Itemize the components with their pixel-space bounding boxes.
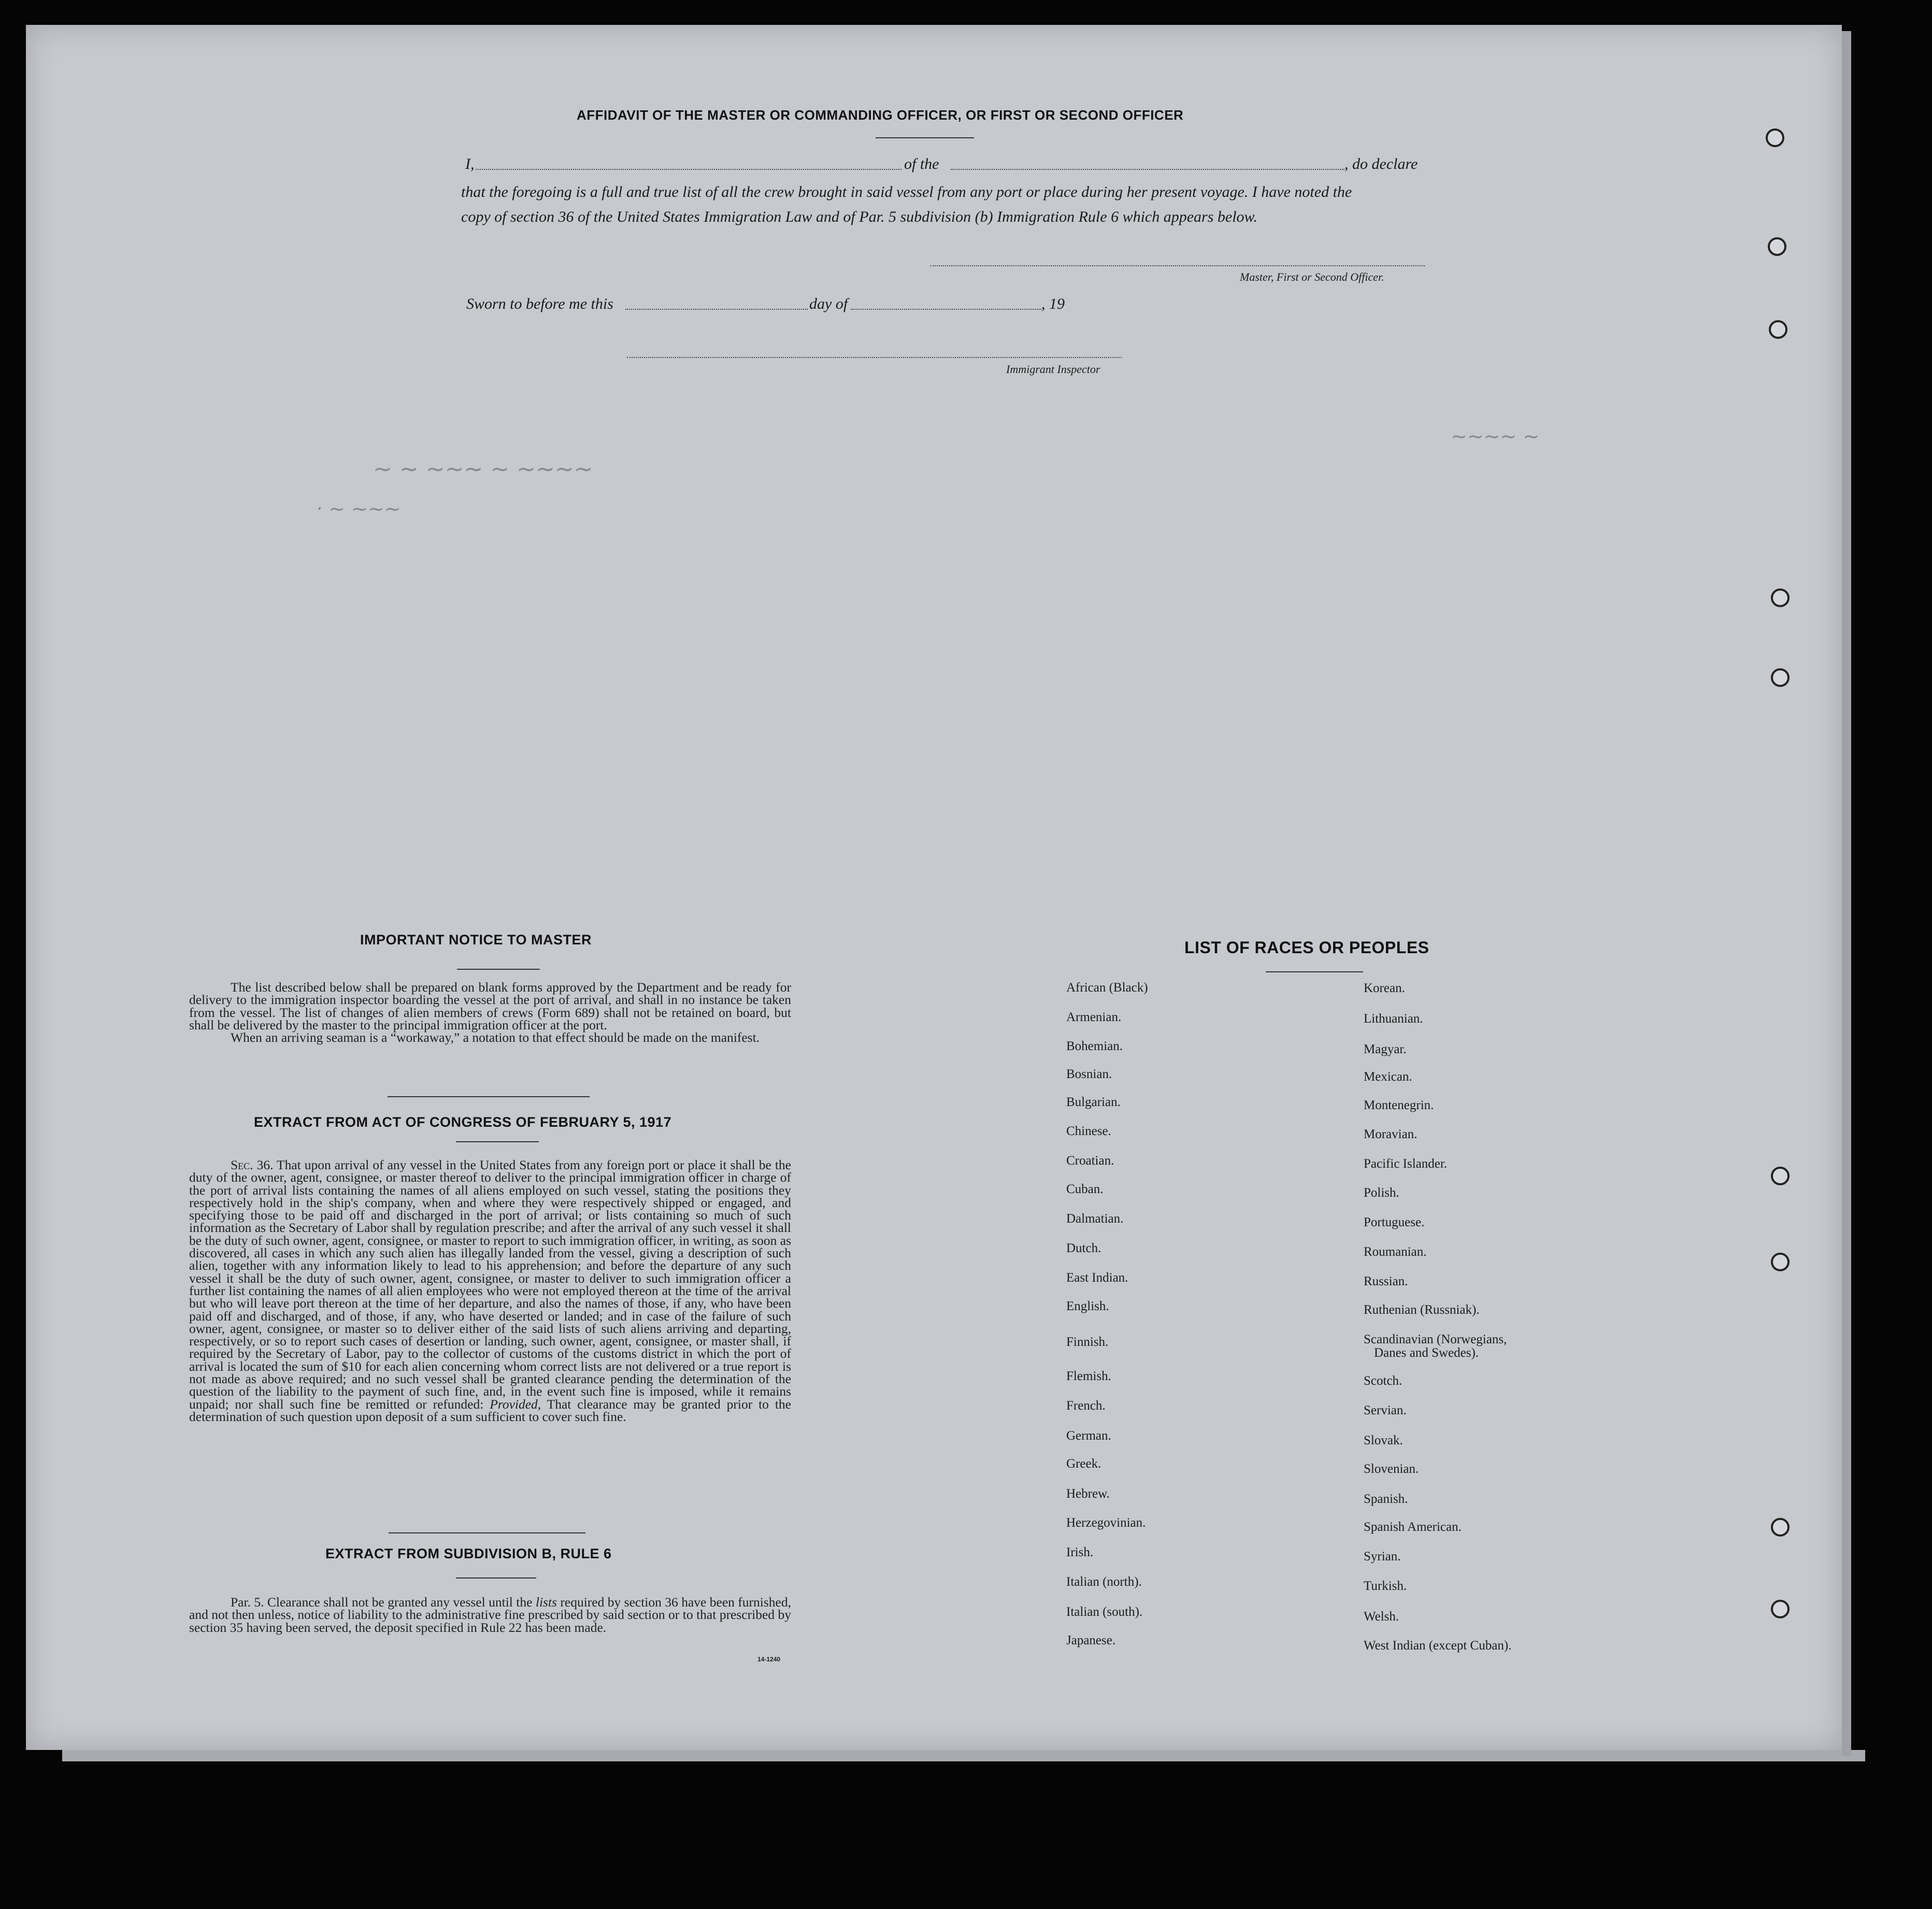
race-item: Mexican. [1364,1070,1412,1084]
act-extract-underline [456,1141,539,1142]
notice-text [189,981,791,1044]
race-item: Korean. [1364,981,1405,995]
notice-paragraph-1: The list described below shall be prepared on blank forms approved by the Department and be ready for delivery to the immigration inspector boarding the vessel at the port of arrival, and shall in no instance be taken from the vessel. The list of changes of alien members of crews (Form 689) shall not be retained on board, but shall be delivered by the master to the principal immigration officer at the port. [189,980,791,1032]
section-label: Sec. 36. [231,1157,274,1172]
race-item: Roumanian. [1364,1245,1427,1259]
title-underline [876,137,974,138]
notice-title: IMPORTANT NOTICE TO MASTER [360,932,592,948]
race-item: Scotch. [1364,1374,1403,1388]
race-item: Slovenian. [1364,1462,1419,1476]
binder-hole-icon [1769,320,1787,339]
rule-extract-text [189,1596,791,1634]
rule-extract-title: EXTRACT FROM SUBDIVISION B, RULE 6 [325,1546,612,1561]
name-blank-line [476,169,901,170]
race-item: Scandinavian (Norwegians, [1364,1332,1507,1346]
pencil-mark: ~~~~ ~ [1451,425,1540,448]
race-item: Hebrew. [1066,1487,1110,1501]
section-divider [389,1532,585,1533]
binder-hole-icon [1766,128,1784,147]
section-36-text: That upon arrival of any vessel in the United States from any foreign port or place it shall be the duty of the owner, agent, consignee, or master thereof to deliver to the principal immigration officer in charge of the port of arrival lists containing the names of all aliens employed on such vessel, stating the positions they respectively hold in the ship's company, when and where they were respectively shipped or engaged, and specifying those to be paid off and discharged in the port of arrival; or lists containing so much of such information as the Secretary of Labor shall by regulation prescribe; and after the arrival of any such vessel it shall be the duty of such owner, agent, consignee, or master to report to such immigration officer, in writing, as soon as discovered, all cases in which any such alien has illegally landed from the vessel, giving a description of such alien, together with any information likely to lead to his apprehension; and before the departure of any such vessel it shall be the duty of such owner, agent, consignee, or master to deliver to such immigration officer a further list containing the names of all alien employees who were not employed thereon at the time of the arrival but who will leave port thereon at the time of her departure, and also the names of those, if any, who have been paid off and discharged, and of those, if any, who have deserted or landed; and in case of the failure of such owner, agent, consignee, or master so to deliver either of the said lists of such aliens arriving and departing, respectively, or so to report such cases of desertion or landing, such owner, agent, consignee, or master shall, if required by the Secretary of Labor, pay to the collector of customs of the customs district in which the port of arrival is located the sum of $10 for each alien concerning whom correct lists are not delivered or a true report is not made as above required; and no such vessel shall be granted clearance pending the determination of the question of the liability to the payment of such fine, and, in the event such fine is imposed, while it remains unpaid; nor shall such fine be remitted or refunded: [189,1157,791,1412]
binder-hole-icon [1771,668,1790,687]
race-item: Dalmatian. [1066,1212,1124,1226]
race-item: Herzegovinian. [1066,1516,1146,1530]
binder-hole-icon [1771,589,1790,607]
binder-hole-icon [1771,1167,1790,1185]
section-divider [388,1096,590,1097]
binder-hole-icon [1771,1518,1790,1537]
race-item: Servian. [1364,1403,1407,1417]
race-item: Italian (south). [1066,1605,1143,1619]
affidavit-i-label: I, [465,155,475,173]
race-item: East Indian. [1066,1271,1128,1285]
rule-text-end: required by section 36 have been furnished, and not then unless, notice of liability to the administrative fine prescribed by said section or to that prescribed by section 35 having been served, the deposit specified in Rule 22 has been made. [189,1595,791,1635]
page-bottom-edge [62,1750,1865,1761]
affidavit-declare-label: , do declare [1344,155,1418,173]
document-page [26,25,1842,1750]
race-item: Portuguese. [1364,1215,1425,1229]
race-item: Welsh. [1364,1610,1399,1624]
notice-paragraph-2: When an arriving seaman is a “workaway,” a notation to that effect should be made on the manifest. [231,1030,760,1045]
race-item: Turkish. [1364,1579,1407,1593]
race-item: Montenegrin. [1364,1098,1434,1112]
act-extract-text [189,1159,791,1423]
race-item: Japanese. [1066,1633,1116,1647]
race-item: Ruthenian (Russniak). [1364,1303,1480,1317]
binder-hole-icon [1771,1253,1790,1271]
race-item: Lithuanian. [1364,1012,1423,1026]
signature-line [930,265,1425,266]
race-item: African (Black) [1066,981,1148,995]
race-item: Finnish. [1066,1335,1109,1349]
binder-hole-icon [1768,237,1786,256]
inspector-label: Immigrant Inspector [1006,363,1100,376]
vessel-blank-line [951,169,1344,170]
sworn-label: Sworn to before me this [466,295,613,312]
race-item: Flemish. [1066,1369,1111,1383]
lists-word: lists [535,1595,557,1610]
race-item: Magyar. [1364,1042,1407,1056]
race-item: Irish. [1066,1545,1094,1559]
race-item: Spanish. [1364,1492,1408,1506]
race-item: Bohemian. [1066,1039,1123,1053]
race-item: Slovak. [1364,1433,1403,1447]
race-item: Bosnian. [1066,1067,1112,1081]
affidavit-line-3: copy of section 36 of the United States Immigration Law and of Par. 5 subdivision (b) Immigration Rule 6 which appears below. [461,208,1257,225]
affidavit-of-the-label: of the [904,155,939,173]
provided-word: Provided, [490,1396,541,1412]
binder-hole-icon [1771,1600,1790,1618]
inspector-signature-line [627,357,1122,358]
pencil-mark: · ~ ~~~ [316,497,401,520]
race-item: Polish. [1364,1186,1399,1200]
races-underline [1266,971,1363,972]
race-item: Armenian. [1066,1010,1122,1024]
rule-extract-underline [456,1577,536,1578]
race-item: Pacific Islander. [1364,1157,1448,1171]
race-item: Italian (north). [1066,1575,1142,1589]
race-item: Bulgarian. [1066,1095,1121,1109]
race-item: Dutch. [1066,1241,1101,1255]
page-right-edge [1842,31,1851,1756]
race-item: Greek. [1066,1457,1101,1471]
form-number: 14-1240 [757,1656,781,1663]
section-36-text-end: That clearance may be granted prior to the determination of such question upon deposit of a sum sufficient to cover such fine. [189,1396,792,1424]
sworn-month-blank [851,309,1041,310]
race-item: Chinese. [1066,1124,1111,1138]
race-item: Russian. [1364,1274,1408,1288]
race-item: Croatian. [1066,1154,1114,1168]
affidavit-line-2: that the foregoing is a full and true list of all the crew brought in said vessel from any port or place during her present voyage. I have noted the [461,183,1352,200]
year-label: , 19 [1041,295,1065,312]
race-item: Spanish American. [1364,1520,1462,1534]
rule-text: Par. 5. Clearance shall not be granted any vessel until the [231,1595,533,1610]
race-item: Cuban. [1066,1182,1104,1196]
race-item: French. [1066,1399,1106,1413]
race-item: Moravian. [1364,1127,1418,1141]
notice-underline [457,969,540,970]
sworn-day-blank [625,309,808,310]
races-title: LIST OF RACES OR PEOPLES [1184,938,1429,957]
affidavit-title: AFFIDAVIT OF THE MASTER OR COMMANDING OFFICER, OR FIRST OR SECOND OFFICER [577,107,1184,123]
race-item: Danes and Swedes). [1374,1346,1479,1360]
race-item: German. [1066,1429,1111,1443]
pencil-mark: ~ ~ ~~~ ~ ~~~~ [373,456,593,482]
race-item: Syrian. [1364,1549,1401,1563]
race-item: West Indian (except Cuban). [1364,1639,1512,1653]
day-of-label: day of [809,295,848,312]
race-item: English. [1066,1299,1109,1313]
signature-label: Master, First or Second Officer. [1240,270,1384,283]
act-extract-title: EXTRACT FROM ACT OF CONGRESS OF FEBRUARY 5, 1917 [254,1114,672,1130]
